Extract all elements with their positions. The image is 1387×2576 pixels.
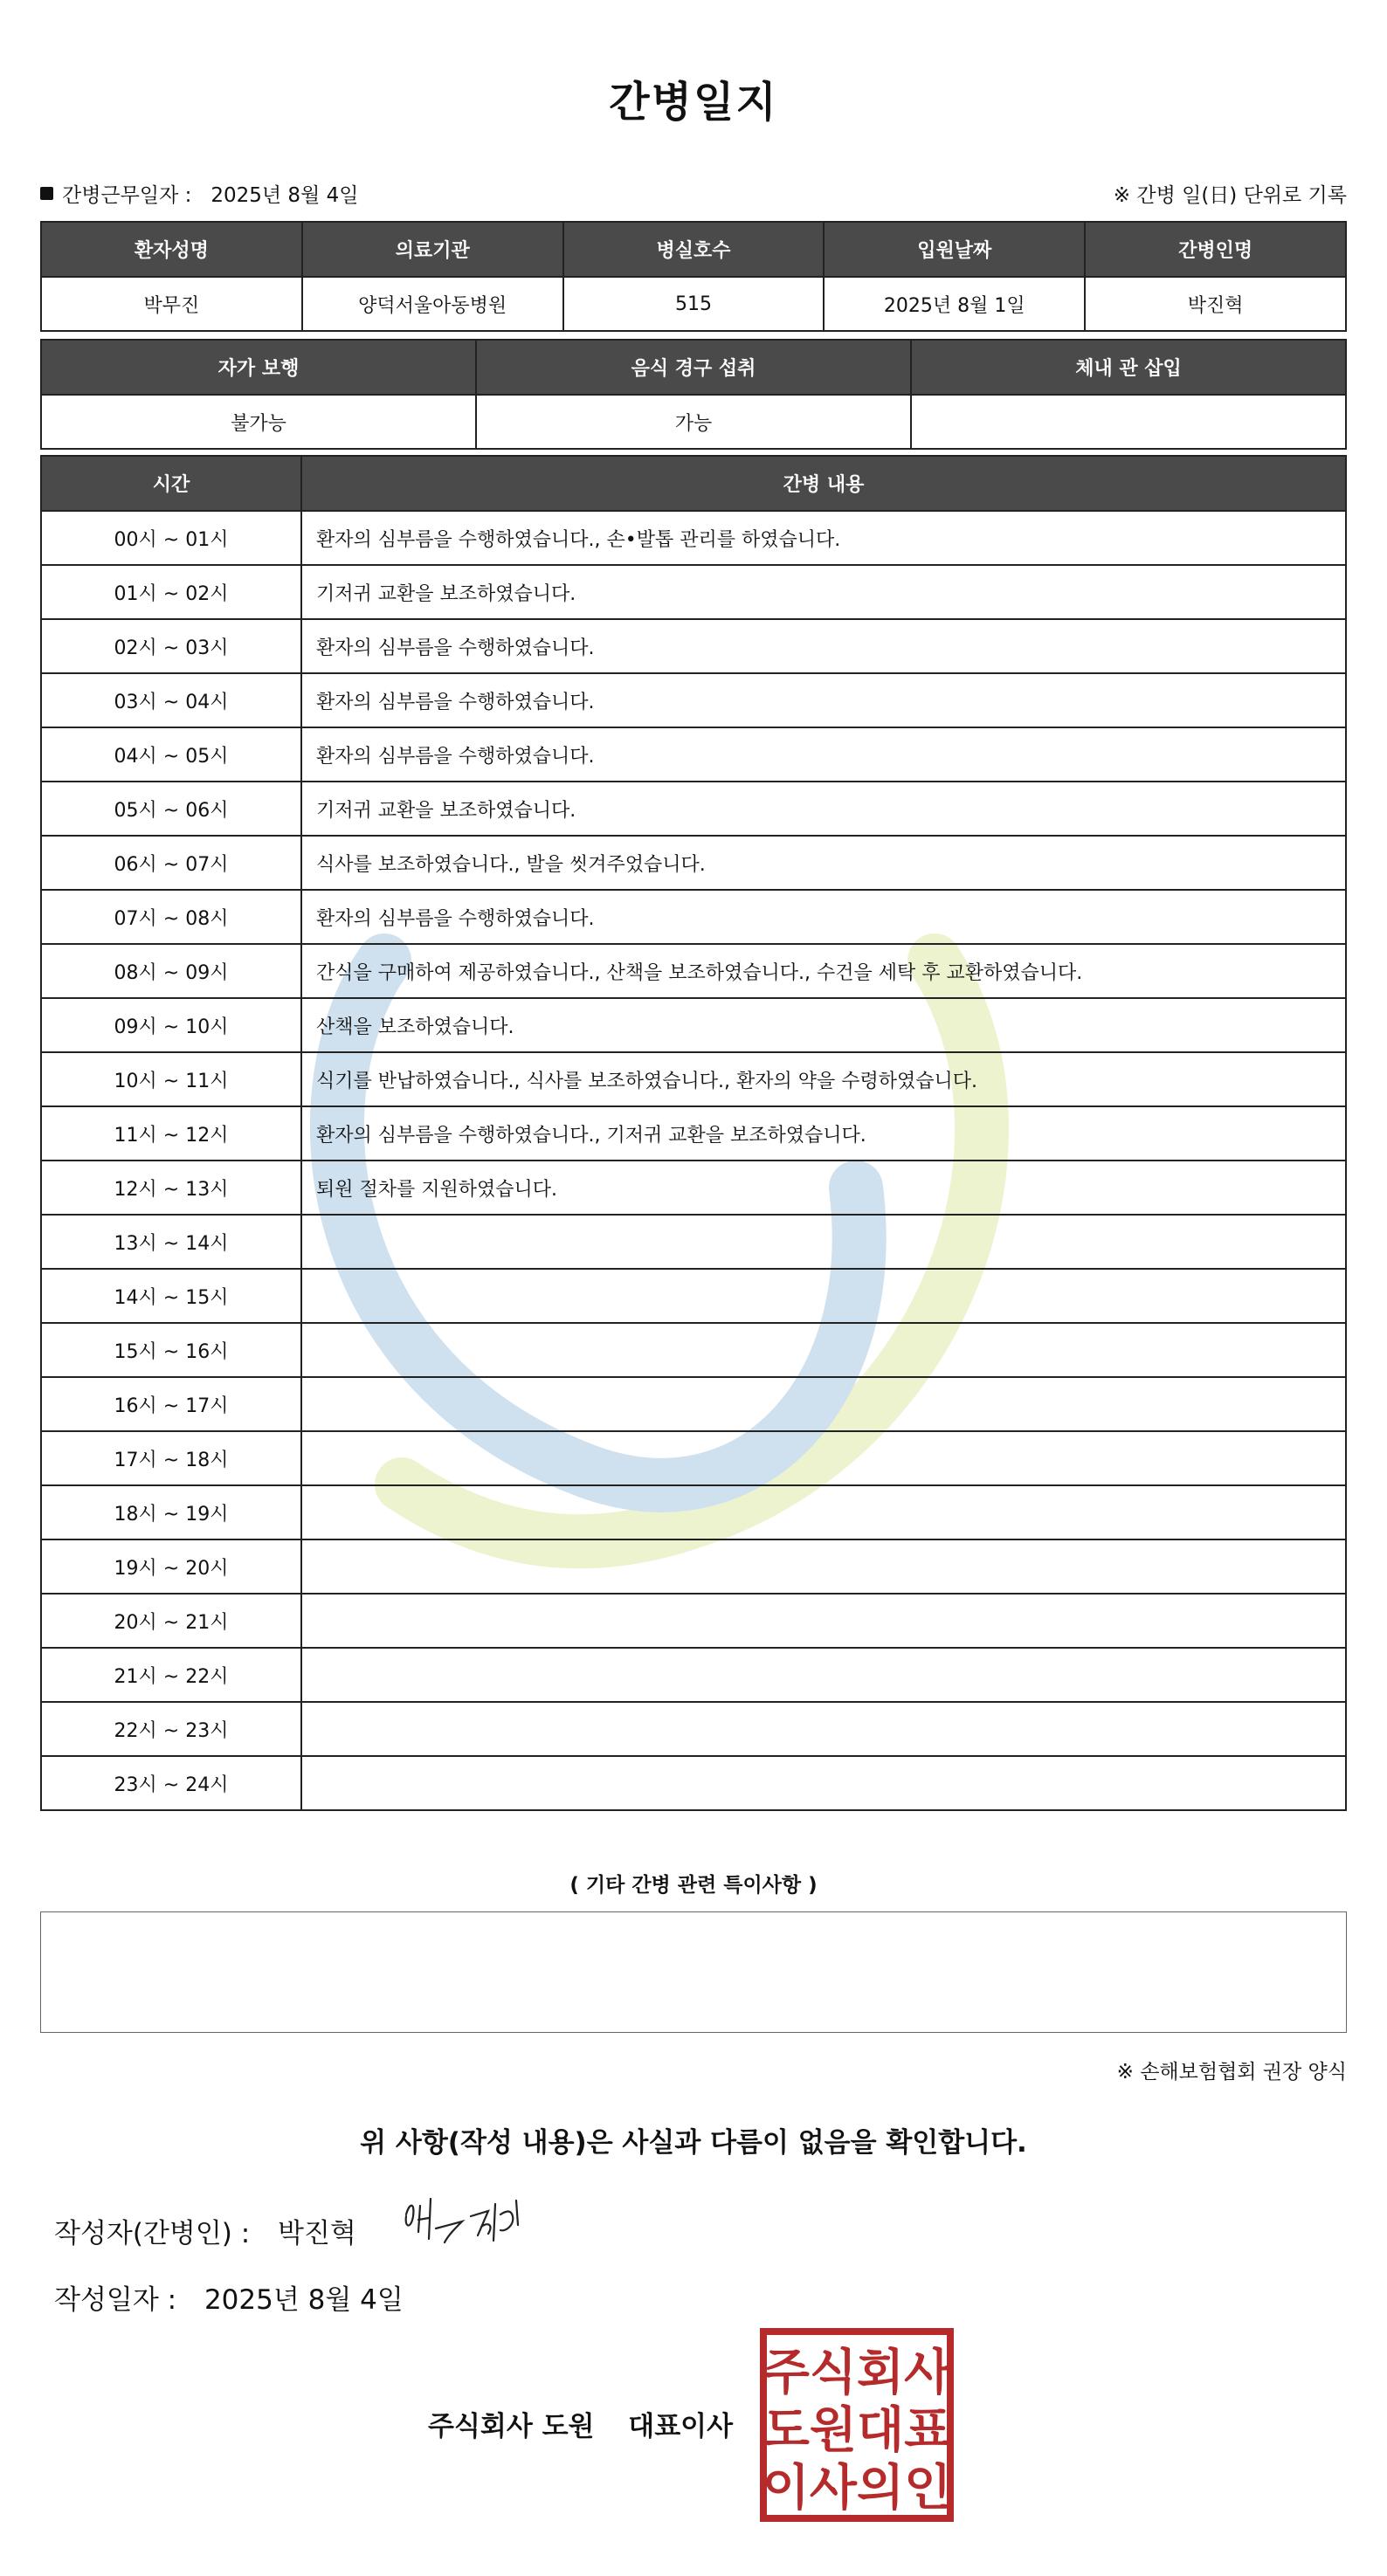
company-signature	[428, 2404, 733, 2443]
ceo-title: 대표이사	[628, 2411, 734, 2442]
care-content: 환자의 심부름을 수행하였습니다., 기저귀 교환을 보조하였습니다.	[301, 1106, 1346, 1161]
time-slot: 03시 ~ 04시	[41, 673, 301, 727]
care-content	[301, 1377, 1346, 1431]
time-slot: 23시 ~ 24시	[41, 1756, 301, 1810]
header-oral-intake: 음식 경구 섭취	[476, 340, 911, 395]
header-patient-name: 환자성명	[41, 222, 302, 277]
care-content	[301, 1215, 1346, 1269]
time-slot: 16시 ~ 17시	[41, 1377, 301, 1431]
patient-status-table	[40, 339, 1347, 450]
care-content: 산책을 보조하였습니다.	[301, 998, 1346, 1052]
oral-intake-status: 가능	[476, 395, 911, 449]
table-row	[41, 998, 1346, 1052]
time-slot: 11시 ~ 12시	[41, 1106, 301, 1161]
time-slot: 14시 ~ 15시	[41, 1269, 301, 1323]
care-content	[301, 1756, 1346, 1810]
writer-label: 작성자(간병인) :	[54, 2218, 251, 2249]
page-title: 간병일지	[609, 78, 778, 127]
written-date-value: 2025년 8월 4일	[204, 2284, 404, 2316]
time-slot: 02시 ~ 03시	[41, 619, 301, 673]
header-time: 시간	[41, 456, 301, 511]
care-content: 간식을 구매하여 제공하였습니다., 산책을 보조하였습니다., 수건을 세탁 후 교환하였습니다.	[301, 944, 1346, 998]
table-row	[41, 1485, 1346, 1539]
care-content	[301, 1323, 1346, 1377]
table-row	[41, 1702, 1346, 1756]
table-row	[41, 944, 1346, 998]
work-date-value: 2025년 8월 4일	[210, 184, 359, 207]
care-content	[301, 1594, 1346, 1648]
table-row	[41, 1377, 1346, 1431]
time-slot: 18시 ~ 19시	[41, 1485, 301, 1539]
care-log-table	[40, 455, 1347, 1811]
care-content: 기저귀 교환을 보조하였습니다.	[301, 782, 1346, 836]
table-row	[41, 511, 1346, 565]
table-row	[41, 1594, 1346, 1648]
table-row	[41, 1215, 1346, 1269]
company-seal-stamp	[758, 2326, 956, 2524]
table-row	[41, 1648, 1346, 1702]
seal-line-3: 이사의인	[762, 2460, 952, 2517]
header-walking: 자가 보행	[41, 340, 476, 395]
table-row	[41, 1106, 1346, 1161]
walking-status: 불가능	[41, 395, 476, 449]
header-caregiver: 간병인명	[1085, 222, 1346, 277]
time-slot: 04시 ~ 05시	[41, 727, 301, 782]
time-slot: 09시 ~ 10시	[41, 998, 301, 1052]
care-content	[301, 1485, 1346, 1539]
written-date-label: 작성일자 :	[54, 2284, 177, 2316]
form-note: ※ 손해보험협회 권장 양식	[1116, 2061, 1347, 2084]
time-slot: 20시 ~ 21시	[41, 1594, 301, 1648]
care-content: 식사를 보조하였습니다., 발을 씻겨주었습니다.	[301, 836, 1346, 890]
company-name: 주식회사 도원	[428, 2411, 595, 2442]
seal-line-1: 주식회사	[762, 2345, 952, 2401]
confirmation-statement: 위 사항(작성 내용)은 사실과 다름이 없음을 확인합니다.	[360, 2127, 1027, 2159]
time-slot: 05시 ~ 06시	[41, 782, 301, 836]
care-content	[301, 1431, 1346, 1485]
table-row	[41, 1756, 1346, 1810]
care-content	[301, 1648, 1346, 1702]
hospital-name: 양덕서울아동병원	[302, 277, 563, 331]
written-date	[54, 2277, 404, 2317]
header-care-content: 간병 내용	[301, 456, 1346, 511]
handwritten-signature	[397, 2190, 546, 2251]
work-date	[40, 179, 358, 208]
table-row	[41, 836, 1346, 890]
table-row	[41, 890, 1346, 944]
care-content	[301, 1269, 1346, 1323]
table-row	[41, 1323, 1346, 1377]
time-slot: 00시 ~ 01시	[41, 511, 301, 565]
header-room: 병실호수	[563, 222, 825, 277]
notes-box	[40, 1911, 1347, 2033]
patient-info-table	[40, 221, 1347, 332]
care-content: 환자의 심부름을 수행하였습니다., 손•발톱 관리를 하였습니다.	[301, 511, 1346, 565]
time-slot: 07시 ~ 08시	[41, 890, 301, 944]
table-row	[41, 1269, 1346, 1323]
tube-status	[911, 395, 1346, 449]
time-slot: 08시 ~ 09시	[41, 944, 301, 998]
care-content	[301, 1702, 1346, 1756]
seal-line-2: 도원대표	[762, 2402, 952, 2459]
time-slot: 13시 ~ 14시	[41, 1215, 301, 1269]
care-content	[301, 1539, 1346, 1594]
table-row	[41, 1161, 1346, 1215]
table-row	[41, 619, 1346, 673]
patient-name: 박무진	[41, 277, 302, 331]
notes-title: ( 기타 간병 관련 특이사항 )	[569, 1874, 818, 1897]
time-slot: 22시 ~ 23시	[41, 1702, 301, 1756]
work-date-label: 간병근무일자 :	[62, 184, 192, 207]
care-content: 환자의 심부름을 수행하였습니다.	[301, 619, 1346, 673]
care-content: 환자의 심부름을 수행하였습니다.	[301, 673, 1346, 727]
time-slot: 17시 ~ 18시	[41, 1431, 301, 1485]
time-slot: 15시 ~ 16시	[41, 1323, 301, 1377]
time-slot: 06시 ~ 07시	[41, 836, 301, 890]
writer-line	[54, 2211, 356, 2250]
header-admission-date: 입원날짜	[824, 222, 1085, 277]
caregiver-name: 박진혁	[1085, 277, 1346, 331]
care-content: 식기를 반납하였습니다., 식사를 보조하였습니다., 환자의 약을 수령하였습니다.	[301, 1052, 1346, 1106]
writer-name: 박진혁	[278, 2218, 356, 2249]
table-row	[41, 673, 1346, 727]
care-content: 환자의 심부름을 수행하였습니다.	[301, 727, 1346, 782]
care-content: 환자의 심부름을 수행하였습니다.	[301, 890, 1346, 944]
time-slot: 10시 ~ 11시	[41, 1052, 301, 1106]
care-content: 기저귀 교환을 보조하였습니다.	[301, 565, 1346, 619]
table-row	[41, 727, 1346, 782]
time-slot: 19시 ~ 20시	[41, 1539, 301, 1594]
table-row	[41, 1431, 1346, 1485]
header-tube: 체내 관 삽입	[911, 340, 1346, 395]
time-slot: 12시 ~ 13시	[41, 1161, 301, 1215]
table-row	[41, 565, 1346, 619]
care-content: 퇴원 절차를 지원하였습니다.	[301, 1161, 1346, 1215]
time-slot: 21시 ~ 22시	[41, 1648, 301, 1702]
time-slot: 01시 ~ 02시	[41, 565, 301, 619]
room-number: 515	[563, 277, 825, 331]
table-row	[41, 1539, 1346, 1594]
bullet-square-icon	[40, 187, 53, 200]
header-hospital: 의료기관	[302, 222, 563, 277]
table-row	[41, 782, 1346, 836]
admission-date: 2025년 8월 1일	[824, 277, 1085, 331]
unit-note: ※ 간병 일(日) 단위로 기록	[1113, 184, 1347, 207]
table-row	[41, 1052, 1346, 1106]
